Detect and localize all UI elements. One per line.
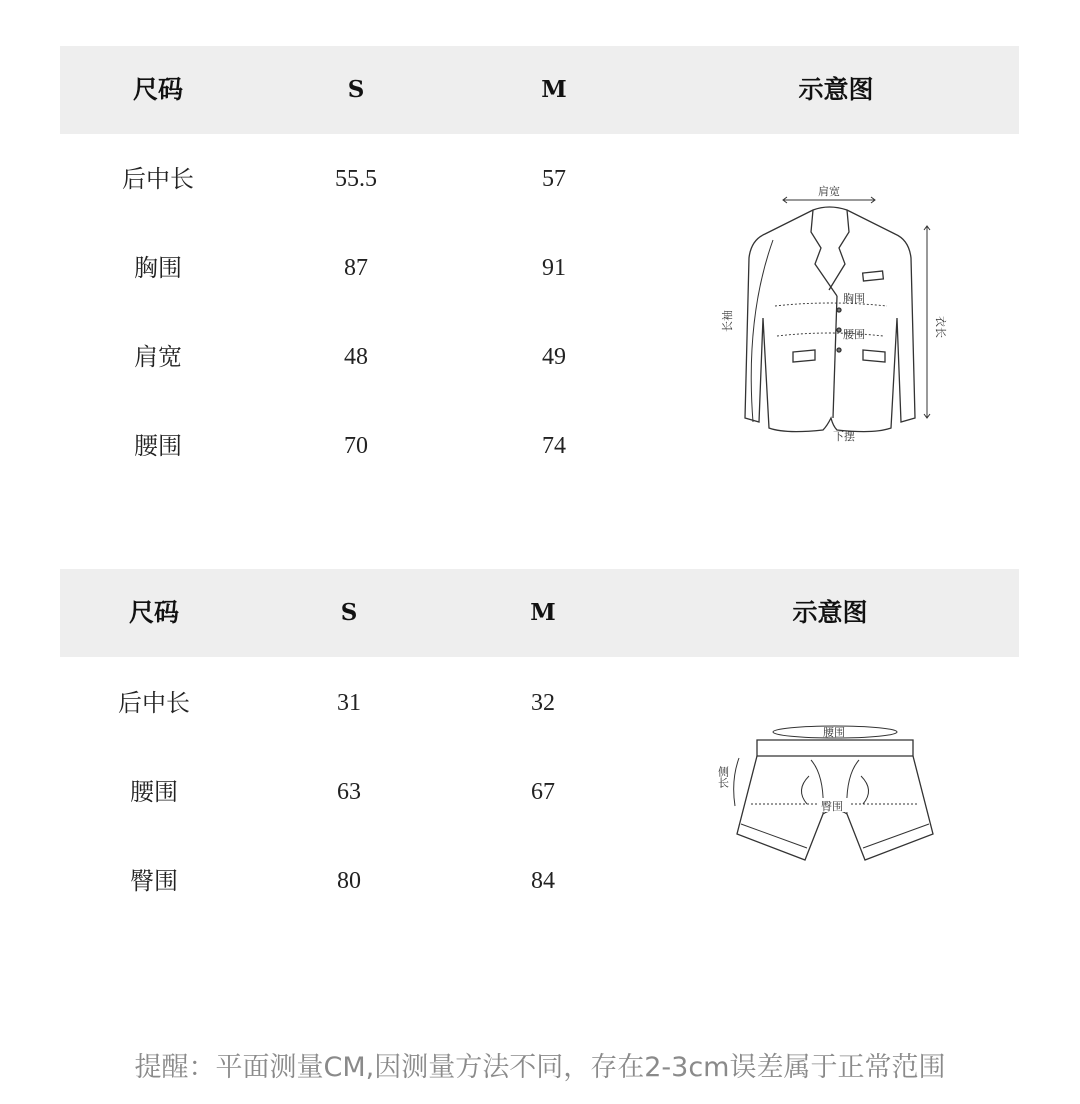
row-label: 臀围 xyxy=(130,867,178,895)
table-row xyxy=(60,313,680,402)
side-length-label: 侧长 xyxy=(716,766,730,788)
row-label: 肩宽 xyxy=(134,343,182,371)
header-s: S xyxy=(340,599,358,626)
size-s-value: 31 xyxy=(337,690,361,716)
chest-label: 胸围 xyxy=(843,292,865,305)
size-m-value: 74 xyxy=(542,433,566,459)
size-m-value: 91 xyxy=(542,255,566,281)
size-s-value: 87 xyxy=(344,255,368,281)
hem-label: 下摆 xyxy=(833,430,855,443)
measurement-note: 提醒：平面测量CM,因测量方法不同，存在2-3cm误差属于正常范围 xyxy=(134,1052,946,1083)
size-s-value: 80 xyxy=(337,868,361,894)
row-label: 腰围 xyxy=(130,778,178,806)
size-s-value: 70 xyxy=(344,433,368,459)
row-label: 腰围 xyxy=(134,432,182,460)
row-label: 后中长 xyxy=(122,165,194,193)
waist-label: 腰围 xyxy=(823,726,845,739)
hip-label: 臀围 xyxy=(821,800,843,813)
shoulder-label: 肩宽 xyxy=(818,185,840,198)
table-row xyxy=(60,402,680,491)
row-label: 胸围 xyxy=(134,254,182,282)
size-m-value: 67 xyxy=(531,779,555,805)
size-s-value: 63 xyxy=(337,779,361,805)
waist-label: 腰围 xyxy=(843,328,865,341)
header-diagram: 示意图 xyxy=(798,75,874,104)
sleeve-length-label: 长袖 xyxy=(721,310,734,332)
jacket-table-header xyxy=(60,46,1019,134)
jacket-diagram xyxy=(715,178,955,448)
header-size: 尺码 xyxy=(132,75,183,104)
shorts-table-header xyxy=(60,569,1019,657)
size-s-value: 55.5 xyxy=(335,166,377,192)
table-row xyxy=(60,748,680,837)
header-m: M xyxy=(530,599,556,626)
table-row xyxy=(60,135,680,224)
size-m-value: 57 xyxy=(542,166,566,192)
table-row xyxy=(60,659,680,748)
header-m: M xyxy=(541,76,567,103)
table-row xyxy=(60,837,680,926)
size-s-value: 48 xyxy=(344,344,368,370)
header-size: 尺码 xyxy=(128,598,179,627)
table-row xyxy=(60,224,680,313)
header-s: S xyxy=(347,76,365,103)
size-m-value: 49 xyxy=(542,344,566,370)
size-m-value: 32 xyxy=(531,690,555,716)
row-label: 后中长 xyxy=(118,689,190,717)
header-diagram: 示意图 xyxy=(792,598,868,627)
shorts-diagram xyxy=(715,716,955,876)
size-m-value: 84 xyxy=(531,868,555,894)
body-length-label: 衣长 xyxy=(934,316,947,338)
